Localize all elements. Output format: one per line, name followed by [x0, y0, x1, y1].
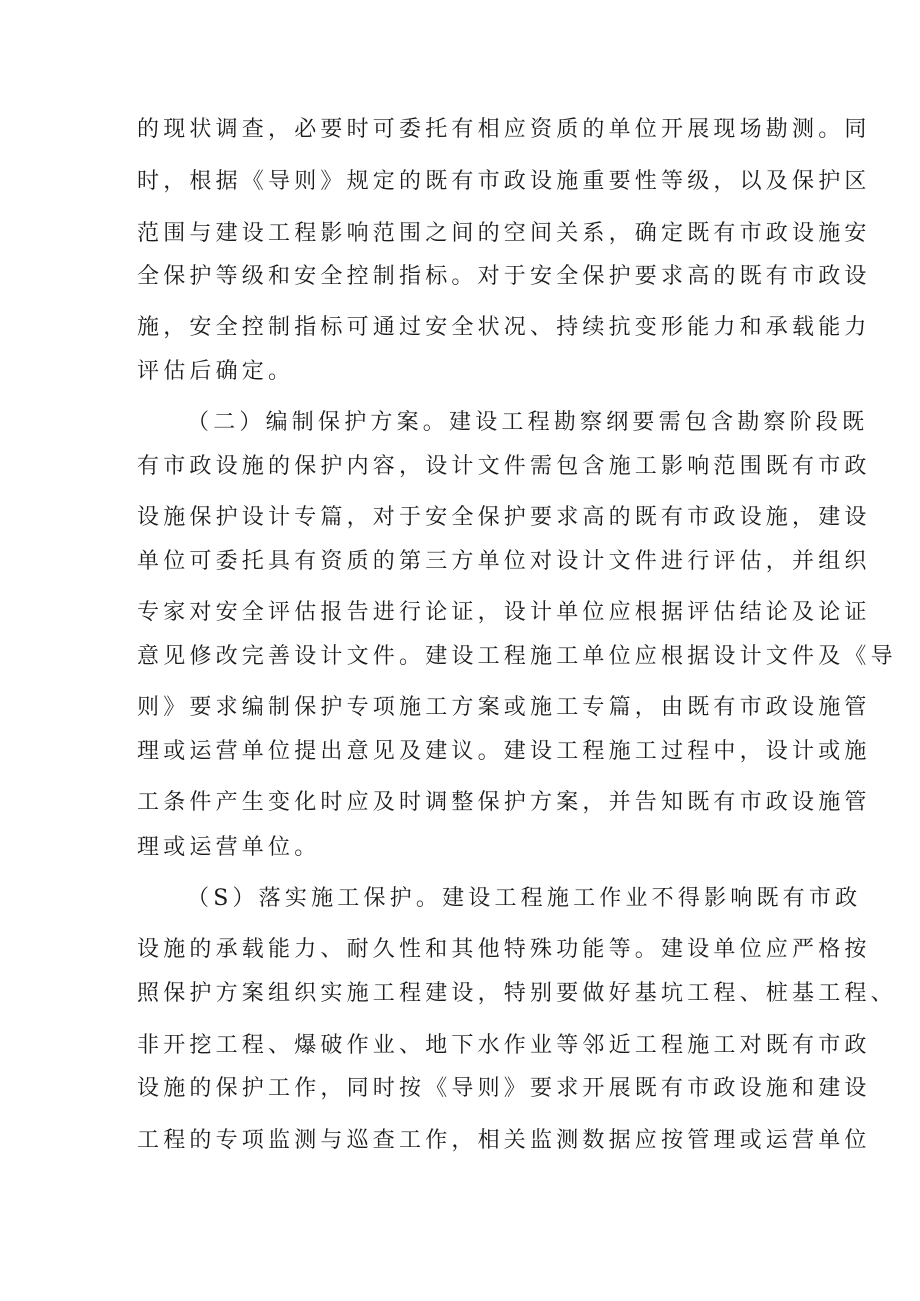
text-line: 施，安全控制指标可通过安全状况、持续抗变形能力和承载能力: [137, 315, 871, 340]
text-line: 非开挖工程、爆破作业、地下水作业等邻近工程施工对既有市政: [137, 1033, 871, 1058]
text-line: 则》要求编制保护专项施工方案或施工专篇，由既有市政设施管: [137, 695, 871, 720]
text-line: 范围与建设工程影响范围之间的空间关系，确定既有市政设施安: [137, 221, 871, 246]
paragraph-heading-line: （二）编制保护方案。建设工程勘察纲要需包含勘察阶段既: [187, 410, 869, 435]
text-line: 时，根据《导则》规定的既有市政设施重要性等级，以及保护区: [137, 169, 871, 194]
text-line: 工条件产生变化时应及时调整保护方案，并告知既有市政设施管: [137, 790, 871, 815]
text-line: 专家对安全评估报告进行论证，设计单位应根据评估结论及论证: [137, 600, 871, 625]
text-line: 工程的专项监测与巡查工作，相关监测数据应按管理或运营单位: [137, 1128, 871, 1153]
text-line: 的现状调查，必要时可委托有相应资质的单位开展现场勘测。同: [137, 117, 871, 142]
text-line: 理或运营单位提出意见及建议。建设工程施工过程中，设计或施: [137, 739, 871, 764]
text-line: 设施的保护工作，同时按《导则》要求开展既有市政设施和建设: [137, 1076, 871, 1101]
text-line: 理或运营单位。: [137, 835, 321, 860]
paragraph-heading-line: （S）落实施工保护。建设工程施工作业不得影响既有市政: [187, 886, 862, 911]
text-line: 单位可委托具有资质的第三方单位对设计文件进行评估，并组织: [137, 549, 871, 574]
text-line: 全保护等级和安全控制指标。对于安全保护要求高的既有市政设: [137, 264, 871, 289]
text-line: 意见修改完善设计文件。建设工程施工单位应根据设计文件及《导: [137, 644, 897, 669]
text-line: 照保护方案组织实施工程建设，特别要做好基坑工程、桩基工程、: [137, 981, 897, 1006]
text-line: 评估后确定。: [137, 359, 295, 384]
text-line: 有市政设施的保护内容，设计文件需包含施工影响范围既有市政: [137, 454, 871, 479]
text-line: 设施的承载能力、耐久性和其他特殊功能等。建设单位应严格按: [137, 937, 871, 962]
text-line: 设施保护设计专篇，对于安全保护要求高的既有市政设施，建设: [137, 505, 871, 530]
